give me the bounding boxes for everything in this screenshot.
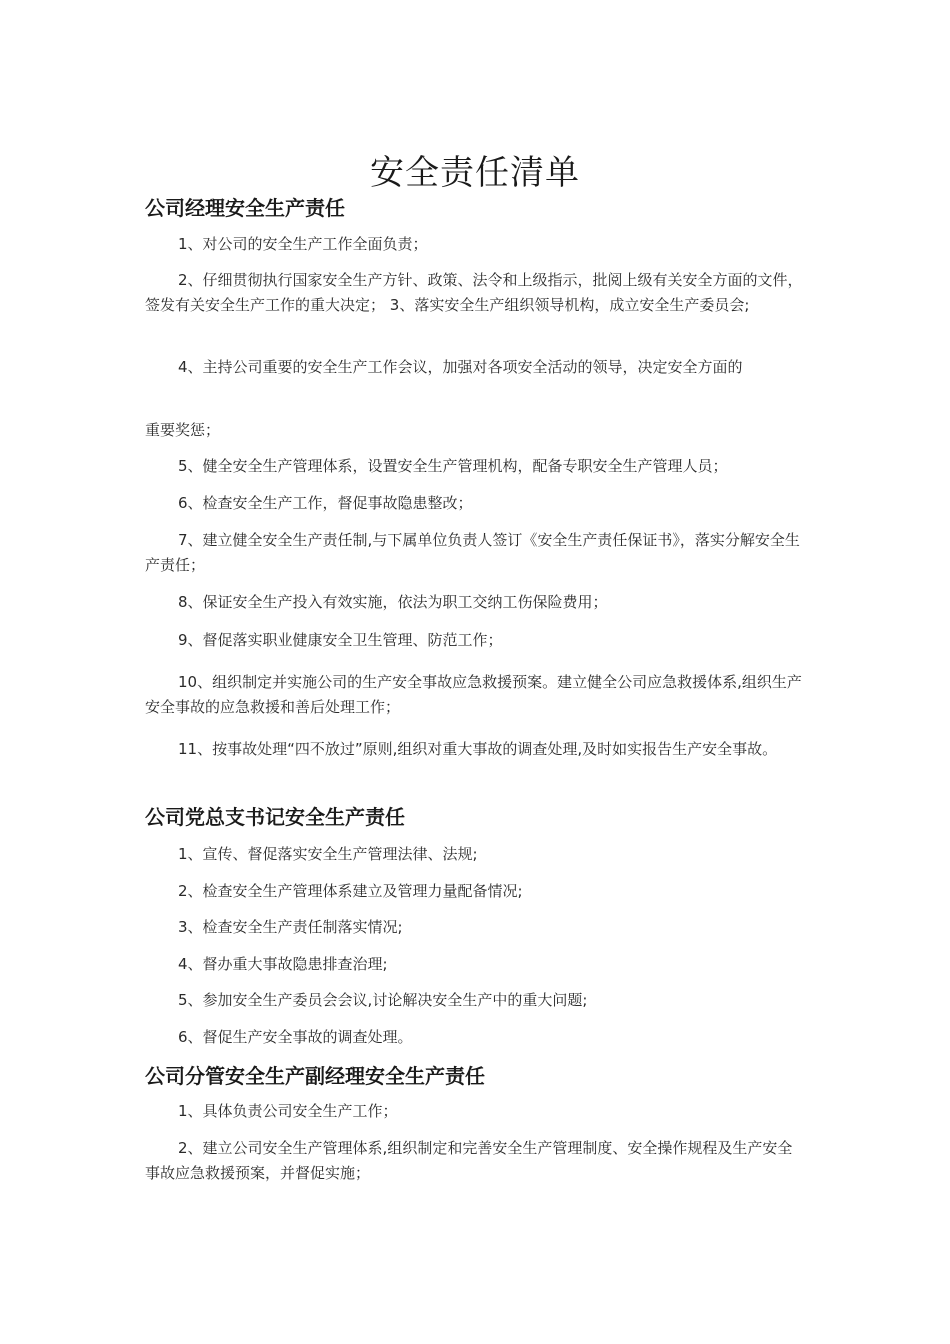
paragraph: 6、督促生产安全事故的调查处理。 [178, 1028, 413, 1046]
paragraph: 2、建立公司安全生产管理体系,组织制定和完善安全生产管理制度、安全操作规程及生产安全事故应急救援预案，并督促实施； [145, 1139, 793, 1182]
paragraph: 5、健全安全生产管理体系，设置安全生产管理机构，配备专职安全生产管理人员； [178, 457, 728, 475]
paragraph: 10、组织制定并实施公司的生产安全事故应急救援预案。建立健全公司应急救援体系,组织生产安全事故的应急救援和善后处理工作； [145, 673, 802, 716]
paragraph: 11、按事故处理“四不放过”原则,组织对重大事故的调查处理,及时如实报告生产安全事故。 [178, 740, 778, 758]
paragraph: 4、主持公司重要的安全生产工作会议，加强对各项安全活动的领导，决定安全方面的 [178, 358, 743, 376]
paragraph: 3、检查安全生产责任制落实情况; [178, 918, 403, 936]
paragraph: 2、检查安全生产管理体系建立及管理力量配备情况; [178, 882, 523, 900]
section-heading-deputy-manager: 公司分管安全生产副经理安全生产责任 [145, 1064, 485, 1088]
paragraph: 6、检查安全生产工作，督促事故隐患整改； [178, 494, 473, 512]
paragraph: 4、督办重大事故隐患排查治理; [178, 955, 388, 973]
paragraph: 重要奖惩； [145, 421, 221, 439]
section-heading-manager: 公司经理安全生产责任 [145, 196, 345, 220]
paragraph: 7、建立健全安全生产责任制,与下属单位负责人签订《安全生产责任保证书》，落实分解安全生产责任； [145, 531, 800, 574]
paragraph: 1、宣传、督促落实安全生产管理法律、法规; [178, 845, 478, 863]
paragraph: 5、参加安全生产委员会会议,讨论解决安全生产中的重大问题; [178, 991, 588, 1009]
paragraph: 9、督促落实职业健康安全卫生管理、防范工作； [178, 631, 503, 649]
paragraph: 1、具体负责公司安全生产工作； [178, 1102, 398, 1120]
section-heading-party-secretary: 公司党总支书记安全生产责任 [145, 805, 405, 829]
paragraph: 1、对公司的安全生产工作全面负责； [178, 235, 428, 253]
paragraph: 2、仔细贯彻执行国家安全生产方针、政策、法令和上级指示，批阅上级有关安全方面的文件，签发有关安全生产工作的重大决定； 3、落实安全生产组织领导机构，成立安全生产委员会; [145, 271, 803, 314]
paragraph: 8、保证安全生产投入有效实施，依法为职工交纳工伤保险费用； [178, 593, 608, 611]
document-title: 安全责任清单 [370, 152, 580, 193]
